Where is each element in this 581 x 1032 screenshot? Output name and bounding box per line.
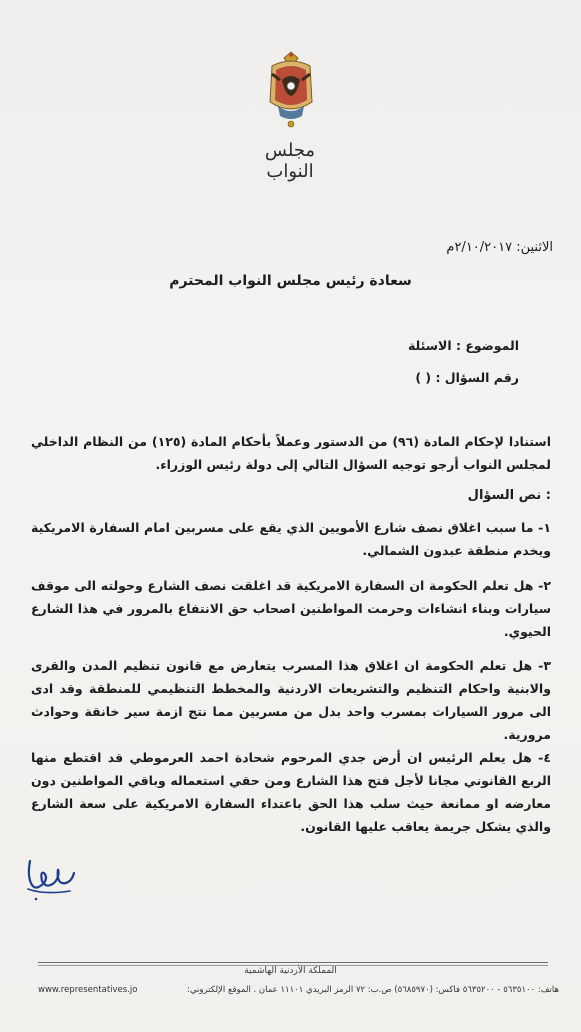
footer-contact-info: هاتف: ٥٦٣٥١٠٠ - ٥٦٣٥٢٠٠ فاكس: (٥٦٨٥٩٧٠) ص.ب: ٧٢ الرمز البريدي ١١١٠١ عمان . الموقع الإلكتروني: xyxy=(187,985,559,995)
question-2: ٢- هل تعلم الحكومة ان السفارة الامريكية قد اغلقت نصف الشارع وحولته الى موقف سيارات وبناء انشاءات وحرمت المواطنين اصحاب حق الانتفاع بالمرور في هذا الشارع الحيوي. xyxy=(31,578,551,639)
footer-website-link[interactable]: www.representatives.jo xyxy=(38,985,138,995)
salutation: سعادة رئيس مجلس النواب المحترم xyxy=(169,273,412,289)
footer-divider xyxy=(38,962,548,963)
intro-paragraph: استنادا لإحكام المادة (٩٦) من الدستور وعملاً بأحكام المادة (١٢٥) من النظام الداخلي لمجلس النواب أرجو توجيه السؤال التالي إلى دولة رئيس الوزراء. xyxy=(31,434,551,472)
jordan-royal-crest-icon xyxy=(262,50,320,130)
council-name: مجلس النواب xyxy=(264,140,316,182)
question-3: ٣- هل تعلم الحكومة ان اغلاق هذا المسرب يتعارض مع قانون تنظيم المدن والقرى والابنية واحكام التنظيم والتشريعات الاردنية والمخطط التنظيمي للمنطقة وقد ادى الى مرور السيارات بمسرب واحد بدل من مسربين مما نتج ازمة سير خانقة وحوادث مرورية. xyxy=(31,658,551,742)
subject-line: الموضوع : الاسئلة xyxy=(407,338,519,353)
footer-kingdom-name: المملكة الأردنية الهاشمية xyxy=(244,966,337,976)
questions-title: : نص السؤال xyxy=(467,488,551,503)
question-1: ١- ما سبب اغلاق نصف شارع الأمويين الذي يقع على مسربين امام السفارة الامريكية ويخدم منطقة عبدون الشمالي. xyxy=(31,520,551,558)
handwritten-signature-icon xyxy=(24,855,76,903)
footer-divider-secondary xyxy=(38,965,548,966)
question-4: ٤- هل يعلم الرئيس ان أرض جدي المرحوم شحادة احمد العرموطي قد اقتطع منها الربع القانوني مجانا لأجل فتح هذا الشارع ومن حقي استعماله وباقي المواطنين دون معارضه او ممانعة حيث سلب هذا الحق باعتداء السفارة الامريكية على سعة الشارع والذي يشكل جريمة يعاقب عليها القانون. xyxy=(31,750,551,834)
letter-date: الاثنين: ٢/١٠/٢٠١٧م xyxy=(446,240,553,255)
question-number: رقم السؤال : ( ) xyxy=(415,370,519,385)
